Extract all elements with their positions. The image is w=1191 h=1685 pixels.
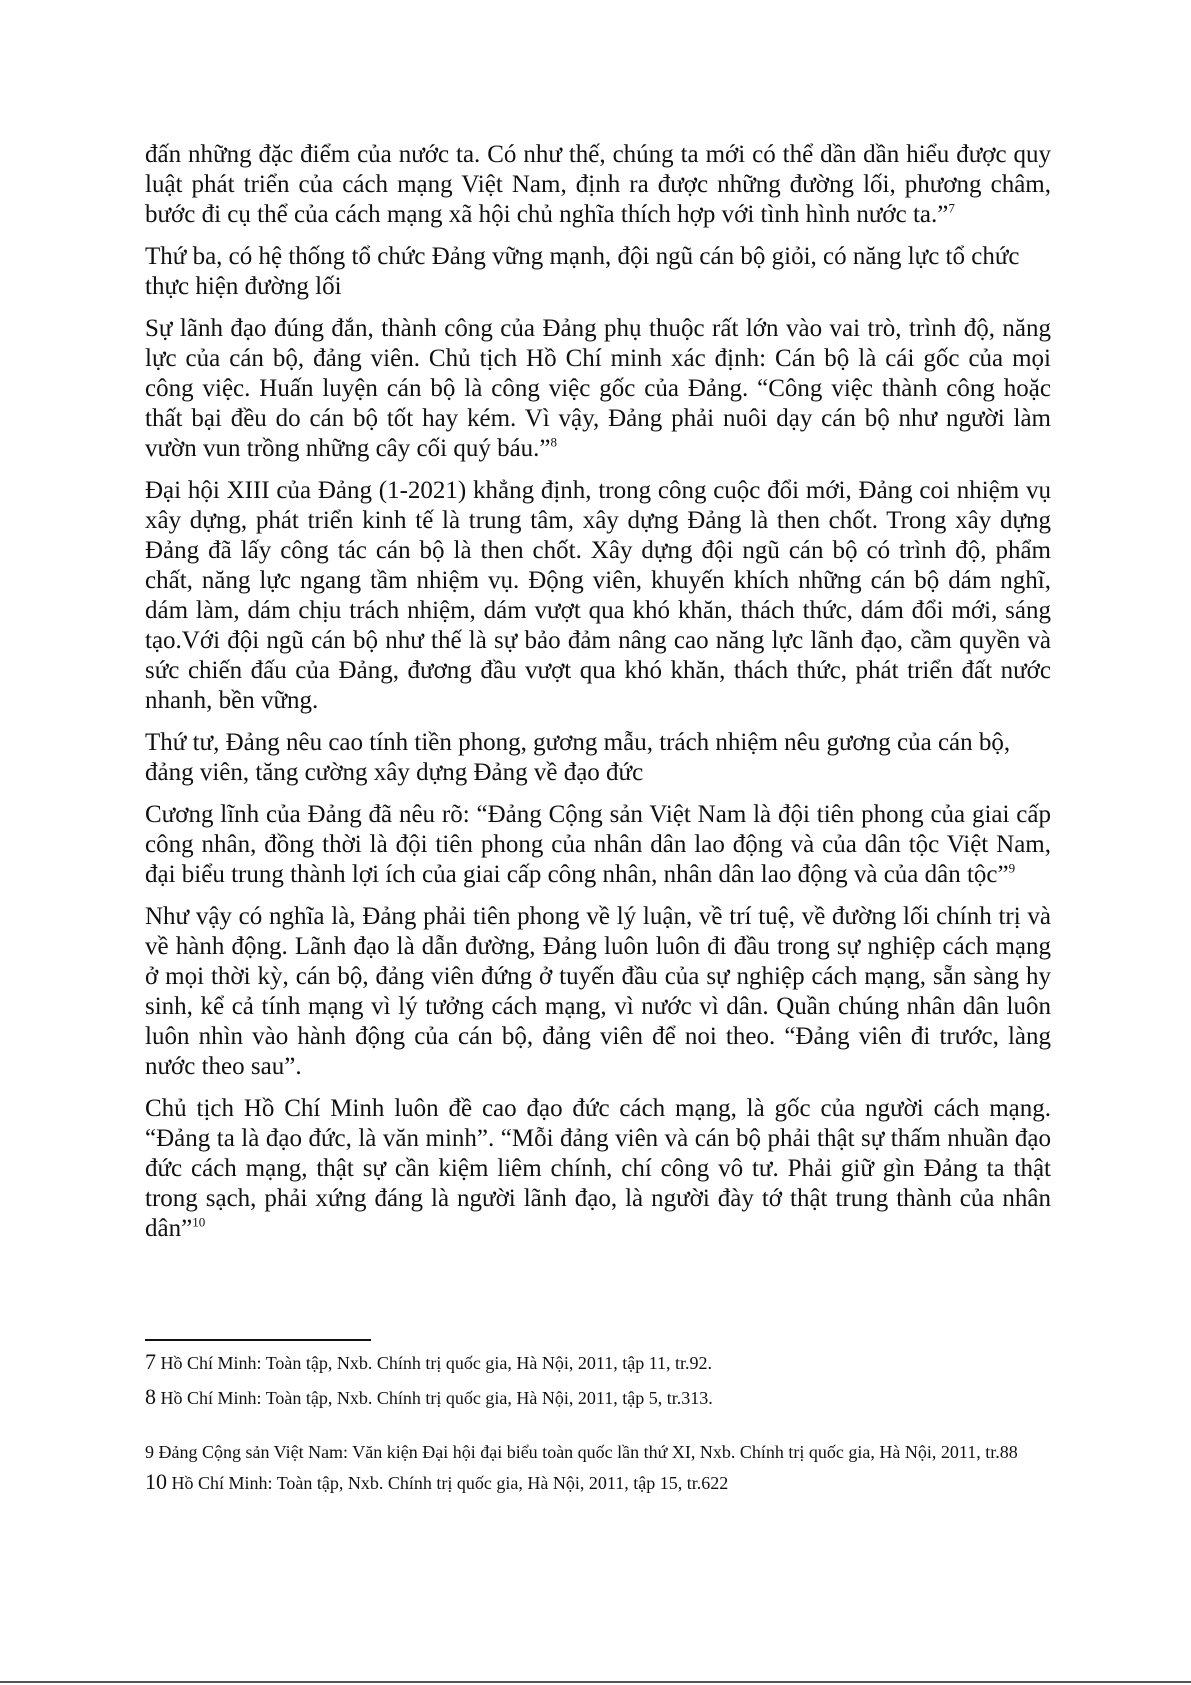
paragraph-congress-xiii: Đại hội XIII của Đảng (1-2021) khẳng định, trong công cuộc đổi mới, Đảng coi nhiệm vụ xây dựng, phát triển kinh tế là trung tâm, xây dựng Đảng là then chốt. Trong xây dựng Đảng đã lấy công tác cán bộ là then chốt. Xây dựng đội ngũ cán bộ có trình độ, phẩm chất, năng lực ngang tầm nhiệm vụ. Động viên, khuyến khích những cán bộ dám nghĩ, dám làm, dám chịu trách nhiệm, dám vượt qua khó khăn, thách thức, dám đổi mới, sáng tạo.Với đội ngũ cán bộ như thế là sự bảo đảm nâng cao năng lực lãnh đạo, cầm quyền và sức chiến đấu của Đảng, đương đầu vượt qua khó khăn, thách thức, phát triển đất nước nhanh, bền vững. [145,477,1051,714]
footnote-ref-9[interactable]: 9 [1008,860,1016,876]
paragraph-vanguard: Như vậy có nghĩa là, Đảng phải tiên phong về lý luận, về trí tuệ, về đường lối chính trị và về hành động. Lãnh đạo là dẫn đường, Đảng luôn luôn đi đầu trong sự nghiệp cách mạng ở mọi thời kỳ, cán bộ, đảng viên đứng ở tuyến đầu của sự nghiệp cách mạng, sẵn sàng hy sinh, kể cả tính mạng vì lý tưởng cách mạng, vì nước vì dân. Quần chúng nhân dân luôn luôn nhìn vào hành động của cán bộ, đảng viên để noi theo. “Đảng viên đi trước, làng nước theo sau”. [145,903,1051,1080]
footnote-number: 9 [145,1442,154,1462]
footnote-text: Đảng Cộng sản Việt Nam: Văn kiện Đại hội đại biểu toàn quốc lần thứ XI, Nxb. Chính trị quốc gia, Hà Nội, 2011, tr.88 [158,1442,1018,1462]
footnote-number: 8 [145,1384,156,1409]
footnote-text: Hồ Chí Minh: Toàn tập, Nxb. Chính trị quốc gia, Hà Nội, 2011, tập 15, tr.622 [171,1473,729,1493]
footnote-text: Hồ Chí Minh: Toàn tập, Nxb. Chính trị quốc gia, Hà Nội, 2011, tập 5, tr.313. [160,1388,713,1408]
paragraph-revolutionary-ethics: Chủ tịch Hồ Chí Minh luôn đề cao đạo đức cách mạng, là gốc của người cách mạng. “Đảng ta là đạo đức, là văn minh”. “Mỗi đảng viên và cán bộ phải thật sự thấm nhuần đạo đức cách mạng, thật sự cần kiệm liêm chính, chí công vô tư. Phải giữ gìn Đảng ta thật trong sạch, phải xứng đáng là người lãnh đạo, là người đày tớ thật trung thành của nhân dân”$^{10}$ [145,1095,1051,1242]
footnote-ref-10[interactable]: 10 [192,1214,206,1230]
body-text [145,140,1051,1256]
paragraph-party-platform: Cương lĩnh của Đảng đã nêu rõ: “Đảng Cộng sản Việt Nam là đội tiên phong của giai cấp công nhân, đồng thời là đội tiên phong của nhân dân lao động và của dân tộc Việt Nam, đại biểu trung thành lợi ích của giai cấp công nhân, nhân dân lao động và của dân tộc”$^9$ [145,801,1051,888]
footnote-number: 10 [145,1469,167,1494]
footnote-text: Hồ Chí Minh: Toàn tập, Nxb. Chính trị quốc gia, Hà Nội, 2011, tập 11, tr.92. [160,1353,713,1373]
footnote-7 [145,1351,1051,1374]
paragraph-heading-third: Thứ ba, có hệ thống tổ chức Đảng vững mạnh, đội ngũ cán bộ giỏi, có năng lực tổ chức thực hiện đường lối [145,243,1020,300]
paragraph-quote-continuation: đấn những đặc điểm của nước ta. Có như thế, chúng ta mới có thể dần dần hiểu được quy luật phát triển của cách mạng Việt Nam, định ra được những đường lối, phương châm, bước đi cụ thể của cách mạng xã hội chủ nghĩa thích hợp với tình hình nước ta.”$^7$ [145,141,1051,228]
footnote-10 [145,1471,1051,1494]
footnote-8 [145,1386,1051,1409]
footnote-number: 7 [145,1349,156,1374]
footnote-ref-7[interactable]: 7 [948,200,955,216]
footnote-9 [145,1441,1051,1463]
footnote-separator [145,1339,371,1341]
page-bottom-edge [0,1681,1191,1683]
paragraph-leadership-cadres: Sự lãnh đạo đúng đắn, thành công của Đảng phụ thuộc rất lớn vào vai trò, trình độ, năng lực của cán bộ, đảng viên. Chủ tịch Hồ Chí minh xác định: Cán bộ là cái gốc của mọi công việc. Huấn luyện cán bộ là công việc gốc của Đảng. “Công việc thành công hoặc thất bại đều do cán bộ tốt hay kém. Vì vậy, Đảng phải nuôi dạy cán bộ như người làm vườn vun trồng những cây cối quý báu.”$^8$ [145,315,1051,462]
paragraph-heading-fourth: Thứ tư, Đảng nêu cao tính tiền phong, gương mẫu, trách nhiệm nêu gương của cán bộ, đảng viên, tăng cường xây dựng Đảng về đạo đức [145,729,1011,786]
footnote-ref-8[interactable]: 8 [550,434,558,450]
footnotes [145,1351,1051,1494]
